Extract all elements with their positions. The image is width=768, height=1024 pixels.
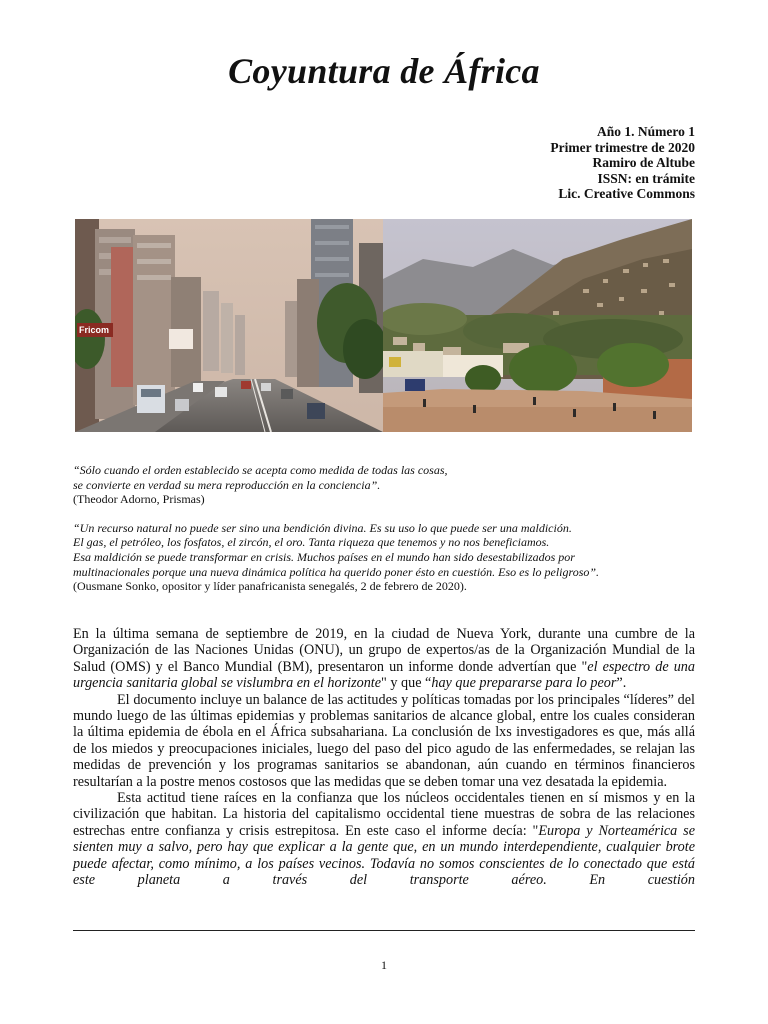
quoted-report: Europa y Norteamérica se sienten muy a salvo, pero hay que explicar a la gente que, en un mundo interdependiente, cualquier brote puede afectar, como mínimo, a los países vecinos. Todavía no somos conscientes de lo conectado que está este planeta a través del transporte aéreo. En cuestión <box>73 822 695 889</box>
quoted-warning: el espectro de una urgencia sanitaria global se vislumbra en el horizonte <box>73 658 695 692</box>
adorno-quote-source: (Theodor Adorno, Prismas) <box>73 492 205 507</box>
publication-meta <box>550 124 695 202</box>
city-street-photo <box>75 219 383 432</box>
sonko-quote-line-4: multinacionales porque una nueva dinámica política ha querido poner ésto en cuestión. Eso es lo peligroso”. <box>73 564 600 579</box>
adorno-quote-line-2: se convierte en verdad su mera reproducción en la conciencia”. <box>73 477 381 492</box>
article-paragraph-2: El documento incluye un balance de las actitudes y políticas tomadas por los principales “líderes” del mundo luego de las últimas epidemias y problemas sanitarios de alcance global, entre los cuales consideran la última epidemia de ébola en el África subsahariana. La conclusión de lxs investigadores es que, más allá de los miedos y preocupaciones iniciales, luego del paso del pico agudo de las enfermedades, se relajan las medidas de prevención y los programas sanitarios se abandonan, aún cuando en términos financieros resultarían a la postre menos costosos que las medidas que se deben tomar una vez desatada la epidemia. <box>73 691 695 790</box>
header-photos <box>75 219 692 432</box>
epigraph-quotes <box>73 463 698 594</box>
license-line: Lic. Creative Commons <box>558 186 695 202</box>
page-number: 1 <box>381 958 387 972</box>
hillside-town-photo <box>383 219 692 432</box>
quoted-prepare: hay que prepararse para lo peor <box>431 675 617 692</box>
issn-line: ISSN: en trámite <box>597 170 695 186</box>
sonko-quote-line-3: Esa maldición se puede transformar en crisis. Muchos países en el mundo han sido desestabilizados por <box>73 549 575 564</box>
issue-number: Año 1. Número 1 <box>596 124 695 139</box>
sonko-quote-source: (Ousmane Sonko, opositor y líder panafricanista senegalés, 2 de febrero de 2020). <box>73 579 467 594</box>
page-title: Coyuntura de África <box>228 51 540 91</box>
article-paragraph-1: En la última semana de septiembre de 2019, en la ciudad de Nueva York, durante una cumbre de la Organización de las Naciones Unidas (ONU), un grupo de expertos/as de la Organización Mundial de la Salud (OMS) y el Banco Mundial (BM), presentaron un informe donde advertían que "el espectro de una urgencia sanitaria global se vislumbra en el horizonte" y que “hay que prepararse para lo peor”. <box>73 626 695 692</box>
issue-period: Primer trimestre de 2020 <box>550 139 695 155</box>
article-paragraph-3: Esta actitud tiene raíces en la confianza que los núcleos occidentales tienen en sí mismos y en la civilización que habitan. La historia del capitalismo occidental tiene muestras de sobra de las relaciones estrechas entre confianza y crisis estrepitosa. En este caso el informe decía: "Europa y Norteamérica se sienten muy a salvo, pero hay que explicar a la gente que, en un mundo interdependiente, cualquier brote puede afectar, como mínimo, a los países vecinos. Todavía no somos conscientes de lo conectado que está este planeta a través del transporte aéreo. En cuestión <box>73 790 695 889</box>
author-name: Ramiro de Altube <box>592 155 695 171</box>
sonko-quote-line-2: El gas, el petróleo, los fosfatos, el zircón, el oro. Tanta riqueza que tenemos y no nos beneficiamos. <box>73 535 550 550</box>
street-sign-text: Fricom <box>79 325 110 335</box>
article-body <box>73 626 695 889</box>
adorno-quote-line-1: “Sólo cuando el orden establecido se acepta como medida de todas las cosas, <box>73 463 448 477</box>
sonko-quote-line-1: “Un recurso natural no puede ser sino una bendición divina. Es su uso lo que puede ser una maldición. <box>73 520 572 535</box>
footnote-divider <box>73 930 695 931</box>
